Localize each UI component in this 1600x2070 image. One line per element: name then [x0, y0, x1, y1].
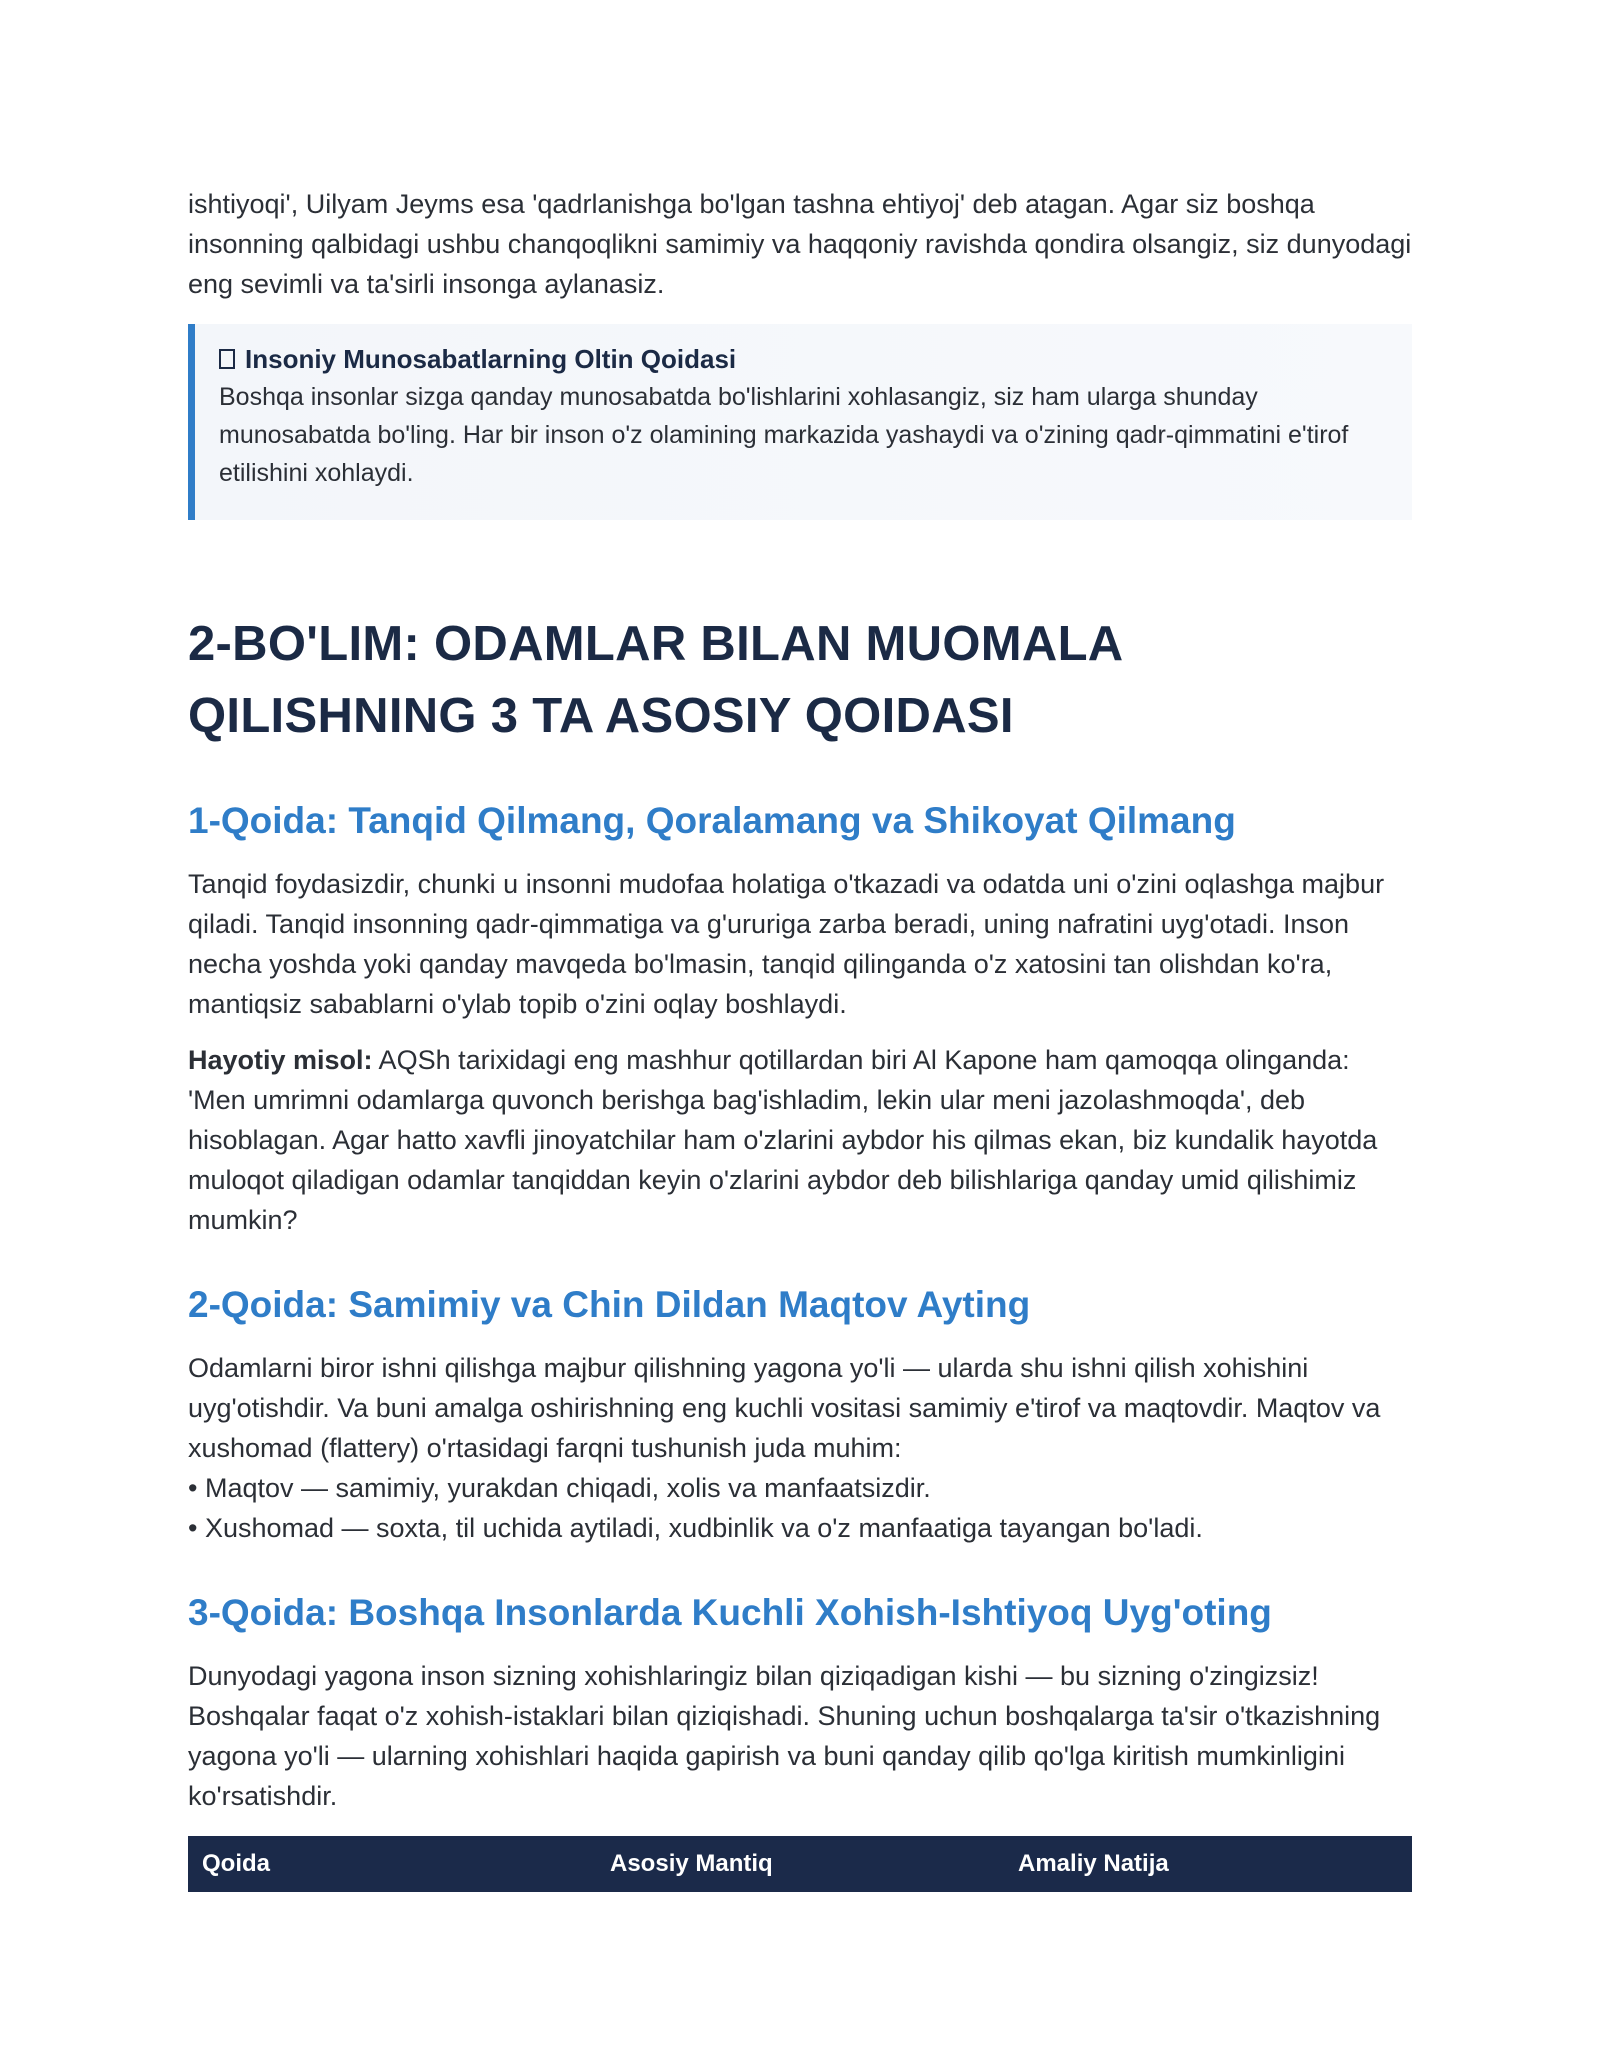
table-header-amaliy-natija: Amaliy Natija — [1018, 1850, 1169, 1877]
bulb-icon — [219, 349, 235, 369]
table-header-asosiy-mantiq: Asosiy Mantiq — [610, 1850, 773, 1877]
rule-2-bullet-1: • Maqtov — samimiy, yurakdan chiqadi, xolis va manfaatsizdir. — [188, 1473, 931, 1503]
section-title: 2-BO'LIM: ODAMLAR BILAN MUOMALA QILISHNING 3 TA ASOSIY QOIDASI — [188, 617, 1122, 743]
rule-1-paragraph: Tanqid foydasizdir, chunki u insonni mudofaa holatiga o'tkazadi va odatda uni o'zini oqlashga majbur qiladi. Tanqid insonning qadr-qimmatiga va g'ururiga zarba beradi, uning nafratini uyg'otadi. Inson necha yoshda yoki qanday mavqeda bo'lmasin, tanqid qilinganda o'z xatosini tan olishdan ko'ra, mantiqsiz sabablarni o'ylab topib o'zini oqlay boshlaydi. — [188, 869, 1385, 1019]
rule-2-bullet-2: • Xushomad — soxta, til uchida aytiladi, xudbinlik va o'z manfaatiga tayangan bo'ladi. — [188, 1513, 1203, 1543]
callout-title: Insoniy Munosabatlarning Oltin Qoidasi — [245, 344, 737, 374]
rule-1-heading: 1-Qoida: Tanqid Qilmang, Qoralamang va Shikoyat Qilmang — [188, 800, 1236, 841]
example-label: Hayotiy misol: — [188, 1045, 373, 1075]
rule-3-heading: 3-Qoida: Boshqa Insonlarda Kuchli Xohish-Ishtiyoq Uyg'oting — [188, 1592, 1272, 1633]
callout-title-row — [219, 340, 1388, 378]
rule-3-paragraph: Dunyodagi yagona inson sizning xohishlaringiz bilan qiziqadigan kishi — bu sizning o'zingizsiz! Boshqalar faqat o'z xohish-istaklari bilan qiziqishadi. Shuning uchun boshqalarga ta'sir o'tkazishning yagona yo'li — ularning xohishlari haqida gapirish va buni qanday qilib qo'lga kiritish mumkinligini ko'rsatishdir. — [188, 1661, 1381, 1811]
rules-table-header — [188, 1836, 1412, 1892]
rule-2-heading: 2-Qoida: Samimiy va Chin Dildan Maqtov Ayting — [188, 1284, 1031, 1325]
example-text: AQSh tarixidagi eng mashhur qotillardan biri Al Kapone ham qamoqqa olinganda: 'Men umrimni odamlarga quvonch berishga bag'ishladim, lekin ular meni jazolashmoqda', deb hisoblagan. Agar hatto xavfli jinoyatchilar ham o'zlarini aybdor his qilmas ekan, biz kundalik hayotda muloqot qiladigan odamlar tanqiddan keyin o'zlarini aybdor deb bilishlariga qanday umid qilishimiz mumkin? — [188, 1045, 1378, 1235]
rule-2-paragraph: Odamlarni biror ishni qilishga majbur qilishning yagona yo'li — ularda shu ishni qilish xohishini uyg'otishdir. Va buni amalga oshirishning eng kuchli vositasi samimiy e'tirof va maqtovdir. Maqtov va xushomad (flattery) o'rtasidagi farqni tushunish juda muhim: — [188, 1353, 1381, 1463]
table-header-qoida: Qoida — [202, 1850, 271, 1877]
rule-1-example — [188, 1040, 1412, 1240]
document-page — [188, 184, 1412, 1892]
callout-text: Boshqa insonlar sizga qanday munosabatda bo'lishlarini xohlasangiz, siz ham ularga shunday munosabatda bo'ling. Har bir inson o'z olamining markazida yashaydi va o'zining qadr-qimmatini e'tirof etilishini xohlaydi. — [219, 383, 1349, 487]
intro-paragraph: ishtiyoqi', Uilyam Jeyms esa 'qadrlanishga bo'lgan tashna ehtiyoj' deb atagan. Agar siz boshqa insonning qalbidagi ushbu chanqoqlikni samimiy va haqqoniy ravishda qondira olsangiz, siz dunyodagi eng sevimli va ta'sirli insonga aylanasiz. — [188, 189, 1412, 299]
golden-rule-callout — [188, 324, 1412, 520]
